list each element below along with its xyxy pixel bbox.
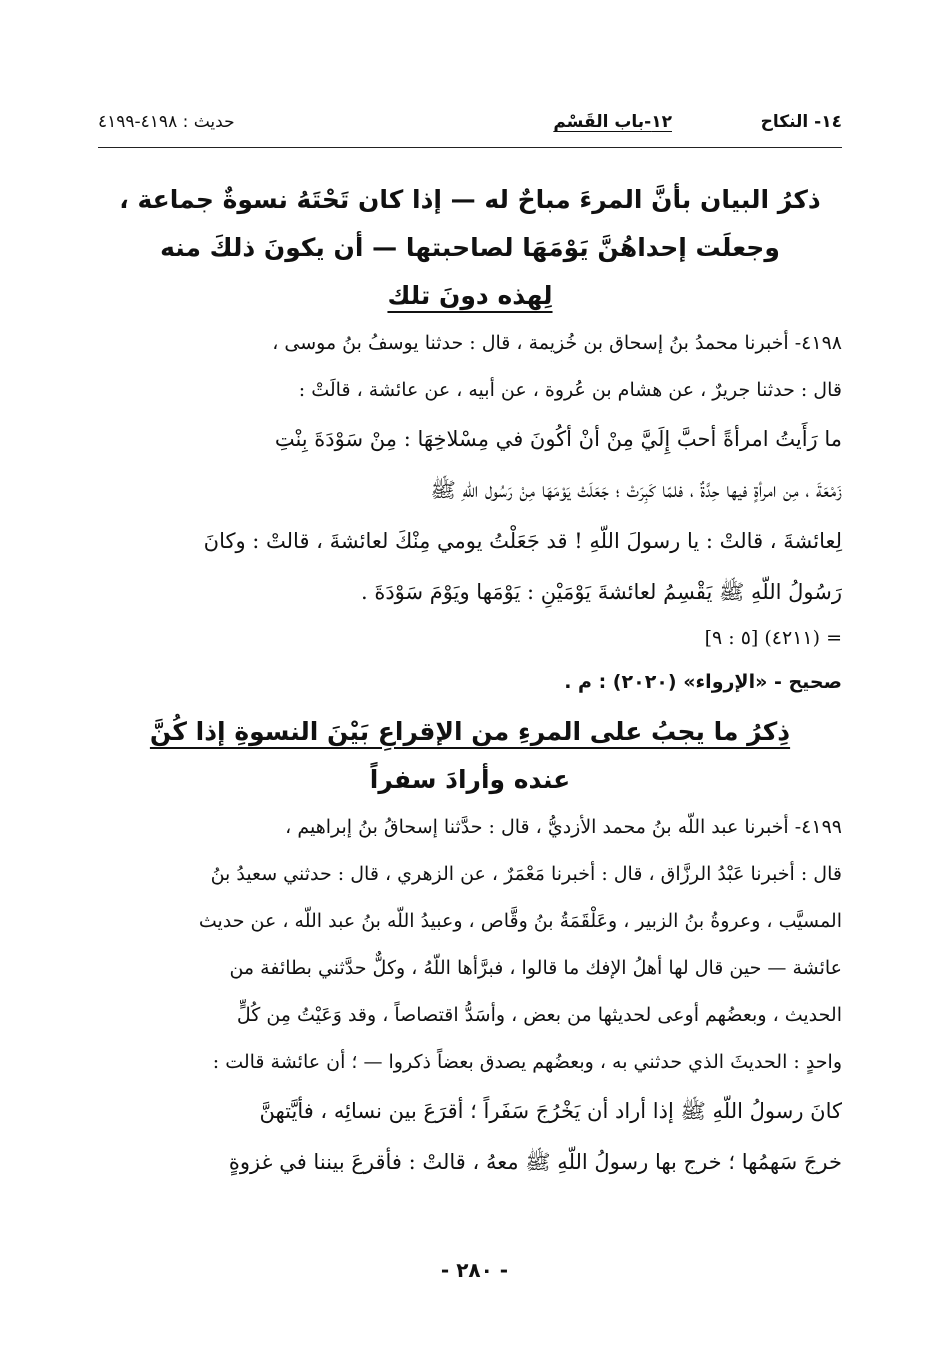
header-rule [98,147,842,148]
chapter-title: ١٤- النكاح [760,112,842,132]
hadith-4198-matn [98,414,842,618]
text-line: قال : أخبرنا عَبْدُ الرزَّاق ، قال : أخبرنا مَعْمَرٌ ، عن الزهري ، قال : حدثني سعيدُ بنُ [210,863,842,885]
text-line: المسيَّب ، وعروةُ بنُ الزبير ، وعَلْقَمَةُ بنُ وقَّاص ، وعبيدُ اللّه بنُ عبد اللّه ، عن حديث [198,910,842,932]
section-title: ١٢-باب القَسْم [553,112,672,132]
hadith-4198-grade: صحيح - «الإرواء» (٢٠٢٠) : م . [564,671,842,693]
text-line: ٤١٩٨- أخبرنا محمدُ بنُ إسحاق بن خُزيمة ، قال : حدثنا يوسفُ بنُ موسى ، [272,332,842,354]
page-number: - ٢٨٠ - [440,1258,509,1282]
text-line: عائشة — حين قال لها أهلُ الإفك ما قالوا ، فبرَّأها اللّهُ ، وكلٌّ حدَّثني بطائفة من [229,957,842,979]
hadith-4198-isnad [98,320,842,414]
hadith-4199-matn [98,1086,842,1188]
heading-line: وجعلَت إحداهُنَّ يَوْمَهَا لصاحبتها — أن يكونَ ذلكَ منه [160,233,780,262]
hadith-range: حديث : ٤١٩٨-٤١٩٩ [98,112,235,132]
text-line: لِعائشةَ ، قالتْ : يا رسولَ اللّهِ ! قد جَعَلْتُ يومي مِنْكَ لعائشةَ ، قالتْ : وكانَ [203,529,842,553]
heading-line: ذكرُ البيان بأنَّ المرءَ مباحٌ له — إذا كان تَحْتَهُ نسوةٌ جماعة ، [119,185,821,214]
text-line: زَمْعَةَ ، مِن امرأةٍ فيها حِدَّةٌ ، فلمّا كَبِرَتْ ؛ جَعَلَتْ يَوْمَهَا مِنْ رَسُول اللّهِ ﷺ [430,478,842,502]
heading-line: ذِكرُ ما يجبُ على المرءِ من الإقراعِ بَيْنَ النسوةِ إذا كُنَّ [149,717,791,746]
text-line: كانَ رسولُ اللّهِ ﷺ إذا أراد أن يَخْرُجَ سَفَراً ؛ أقرَعَ بين نسائِه ، فأيَّتهنَّ [259,1099,842,1123]
text-line: خرجَ سَهمُها ؛ خرج بها رسولُ اللّهِ ﷺ معهُ ، قالتْ : فأقرعَ بيننا في غزوةٍ [228,1150,842,1174]
text-line: رَسُولُ اللّهِ ﷺ يَقْسِمُ لعائشةَ يَوْمَيْنِ : يَوْمَها ويَوْمَ سَوْدَةَ . [360,580,842,604]
heading-line: لِهذه دونَ تلك [387,281,553,310]
text-line: قال : حدثنا جريرٌ ، عن هشام بن عُروة ، عن أبيه ، عن عائشة ، قالَتْ : [298,379,842,401]
hadith-4198-reference [98,618,842,658]
running-header [98,108,842,144]
chapter-heading-1 [98,176,842,320]
text-line: ما رَأَيتُ امرأةً أحبَّ إِلَيَّ مِنْ أنْ أكُونَ في مِسْلاخِهَا : مِنْ سَوْدَةَ بِنْتِ [274,427,842,451]
text-line: ٤١٩٩- أخبرنا عبد اللّه بنُ محمد الأزديُّ ، قال : حدَّثنا إسحاقُ بنُ إبراهيم ، [285,816,842,838]
chapter-heading-2 [98,708,842,804]
text-line: واحدٍ : الحديثَ الذي حدثني به ، وبعضُهم يصدق بعضاً ذكروا — ؛ أن عائشة قالت : [212,1051,842,1073]
page-body [98,176,842,1188]
text-line: الحديث ، وبعضُهم أوعى لحديثها من بعض ، وأسَدُّ اقتصاصاً ، وقد وَعَيْتُ مِن كُلٍّ [236,1004,842,1026]
reference-line: = (٤٢١١) [٥ : ٩] [704,627,842,649]
hadith-4199-isnad [98,804,842,1086]
heading-line: عنده وأرادَ سفراً [369,765,571,794]
